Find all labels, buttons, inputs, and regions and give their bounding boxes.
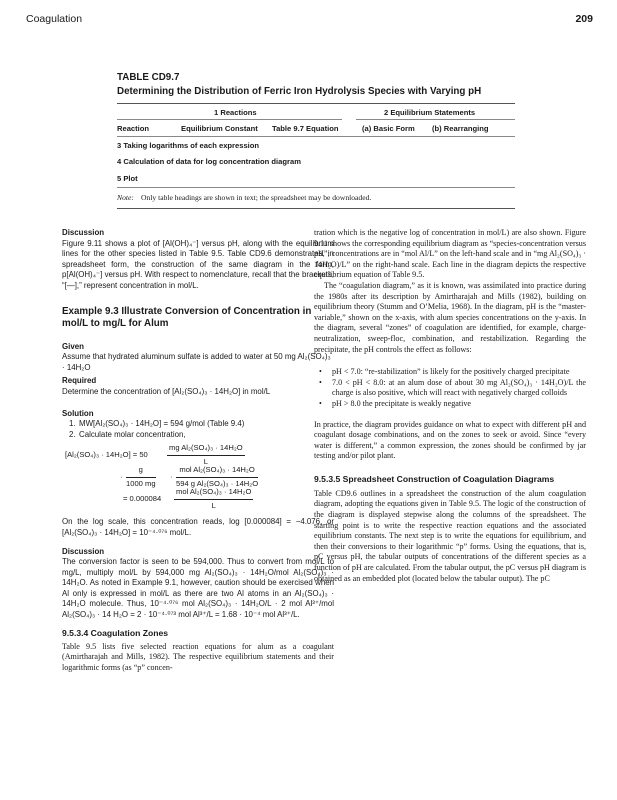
equation-1-fraction: $\frac{\text{mg Al₂(SO₄)₃ · 14H₂O}}{L}$: [169, 443, 243, 466]
left-column: [62, 228, 334, 673]
section-9-5-3-5-paragraph: Table CD9.6 outlines in a spreadsheet the construction of the alum coagulation diagram, adopting the equations given in Table 9.5. The logic of the construction of the diagram is displayed stepwise along the columns of the spreadsheet. The starting point is to write the respective reaction equations and the associated equilibrium constants. The next step is to write the equations for equilibrium, and then their conversions to their logarithmic “p” forms. Using the equations, that is, pC versus pH, the tabular outputs of concentrations of the different species as a function of pH are calculated. From the tabular output, the pC versus pH diagram is obtained as an embedded plot (located below the tabular output). The pC: [314, 488, 586, 583]
discussion-2-heading: Discussion: [62, 546, 105, 556]
example-9-3-heading: Example 9.3 Illustrate Conversion of Concentration in mol/L to mg/L for Alum: [62, 305, 312, 330]
right-paragraph-1: tration which is the negative log of concentration in mol/L) are also shown. Figure 9.11 shows the corresponding equilibrium diagram as “species-concentration versus pH”; concentrations are in “mol Al/L” on the left-hand scale and in “mg Al₂(SO₄)₃ · 14H₂O)/L” on the right-hand scale. Each line in the diagram depicts the respective equilibrium equation of Table 9.5.: [314, 228, 586, 280]
table-note-label: Note:: [117, 193, 134, 202]
equation-2-fraction-1: $\frac{g}{1000 mg}$: [126, 465, 156, 488]
running-header-chapter: Coagulation: [26, 13, 83, 25]
table-group-rule-1: [117, 119, 342, 120]
list-item: • pH < 7.0: “re-stabilization” is likely for the positively charged precipitate: [314, 367, 586, 378]
solution-heading: Solution: [62, 408, 94, 418]
right-paragraph-3: In practice, the diagram provides guidance on what to expect with different pH and coagulant dosage combinations, and on the zones to seek or avoid. Since “every water is different,” a common expression, the zones should be confirmed by jar testing and/or pilot plant.: [314, 419, 586, 461]
section-9-5-3-4-paragraph: Table 9.5 lists five selected reaction equations for alum as a coagulant (Amirtharajah and Mills, 1982). The respective equilibrium statements and their logarithmic forms (as “p” concen-: [62, 641, 334, 672]
log-scale-paragraph: On the log scale, this concentration reads, log [0.000084] = −4.076, or [Al₂(SO₄)₃ · 14H₂O] = 10⁻⁴·⁰⁷⁶ mol/L.: [62, 517, 334, 537]
discussion-heading: Discussion: [62, 228, 105, 237]
ph-effects-list: [314, 367, 586, 409]
section-9-5-3-5-heading: 9.5.3.5 Spreadsheet Construction of Coagulation Diagrams: [314, 473, 555, 484]
required-text: Determine the concentration of [Al₂(SO₄)₃ · 14H₂O] in mol/L: [62, 386, 271, 396]
table-row-4: 4 Calculation of data for log concentration diagram: [117, 157, 301, 166]
required-heading: Required: [62, 376, 97, 386]
table-group-rule-2: [356, 119, 515, 120]
solution-step-1: 1. MW[Al₂(SO₄)₃ · 14H₂O] = 594 g/mol (Table 9.4): [69, 419, 245, 429]
given-text: Assume that hydrated aluminum sulfate is added to water at 50 mg Al₂(SO₄)₃ · 14H₂O: [62, 352, 331, 372]
equation-1: [62, 443, 334, 465]
equation-3-lhs: = 0.000084: [123, 494, 162, 504]
equation-3-fraction: mol Al₂(SO₄)₃ · 14H₂O L: [176, 487, 252, 510]
equation-2: · $\frac{g}{1000 mg}$ · mol Al₂(SO₄)₃ · 14H₂O 594 g Al₂(SO₄)₃ · 14H₂O: [120, 465, 259, 488]
table-group-reactions: 1 Reactions: [214, 108, 257, 117]
equation-1-lhs: [Al₂(SO₄)₃ · 14H₂O] = 50: [65, 450, 148, 460]
table-label: TABLE CD9.7: [117, 72, 180, 83]
right-paragraph-2: The “coagulation diagram,” as it is known, was assimilated into practice during the 1980s after its description by Amirtharajah and Mills (1982), building on equilibrium theory (Stumm and O’Melia, 1968). In the diagram, pH is the “master-variable,” shown on the x-axis, with alum species concentrations on the y-axis. In the diagram, several “zones” of coagulation are identified, for example, charge-neutralization, sweep-floc, combination, and restabilization. Regarding the precipitate, the pH controls the effect as follows:: [314, 280, 586, 354]
right-column: [314, 228, 586, 584]
table-col-rearranging: (b) Rearranging: [432, 124, 489, 133]
equation-2-fraction-2: mol Al₂(SO₄)₃ · 14H₂O 594 g Al₂(SO₄)₃ · 14H₂O: [176, 465, 259, 488]
table-group-equilibrium: 2 Equilibrium Statements: [384, 108, 476, 117]
table-top-rule: [117, 103, 515, 104]
table-col-equation: Table 9.7 Equation: [272, 124, 339, 133]
solution-step-2: 2. Calculate molar concentration,: [69, 429, 186, 439]
discussion-paragraph: Figure 9.11 shows a plot of [Al(OH)₄⁻] versus pH, along with the equilibrium lines for the other species listed in Table 9.5. Table CD9.6 demonstrates, in spreadsheet form, the construction of the same diagram in the form, p[Al(OH)₄⁻] versus pH. With respect to nomenclature, recall that the brackets, “[—],” represent concentration in mol/L.: [62, 238, 334, 290]
equation-3: [62, 487, 334, 509]
table-bottom-rule: [117, 208, 515, 209]
table-note-text: Only table headings are shown in text; the spreadsheet may be downloaded.: [141, 193, 372, 202]
table-row-3: 3 Taking logarithms of each expression: [117, 141, 260, 150]
table-body-rule: [117, 187, 515, 188]
table-col-equilibrium-constant: Equilibrium Constant: [181, 124, 258, 133]
table-col-basic-form: (a) Basic Form: [362, 124, 415, 133]
list-item: • pH > 8.0 the precipitate is weakly negative: [314, 399, 586, 410]
table-row-5: 5 Plot: [117, 174, 138, 183]
page-number: 209: [575, 13, 593, 25]
discussion-2-paragraph: The conversion factor is seen to be 594,000. Thus to convert from mol/L to mg/L, multiply mol/L by 594,000 mg Al₂(SO₄)₃ · 14H₂O/mol Al₂(SO₄)₃ · 14H₂O. As noted in Example 9.1, however, caution should be exercised when Al only is expressed in mol/L as there are two Al atoms in an Al₂(SO₄)₃ · 14H₂O molecule. Thus, 10⁻⁴·⁰⁷⁶ mol Al₂(SO₄)₃ · 14H₂O/L · 2 mol Al³⁺/mol Al₂(SO₄)₃ · 14 H₂O = 2 · 10⁻⁴·⁰⁷³ mol Al³⁺/L = 1.68 · 10⁻⁴ mol Al³⁺/L.: [62, 557, 334, 620]
table-title: Determining the Distribution of Ferric Iron Hydrolysis Species with Varying pH: [117, 86, 482, 97]
section-9-5-3-4-heading: 9.5.3.4 Coagulation Zones: [62, 627, 169, 638]
given-heading: Given: [62, 341, 84, 351]
list-item: • 7.0 < pH < 8.0: at an alum dose of about 30 mg Al₂(SO₄)₃ · 14H₂O)/L the charge is also positive, which will react with negatively charged colloids: [314, 378, 586, 399]
table-col-reaction: Reaction: [117, 124, 150, 133]
table-header-rule: [117, 136, 515, 137]
